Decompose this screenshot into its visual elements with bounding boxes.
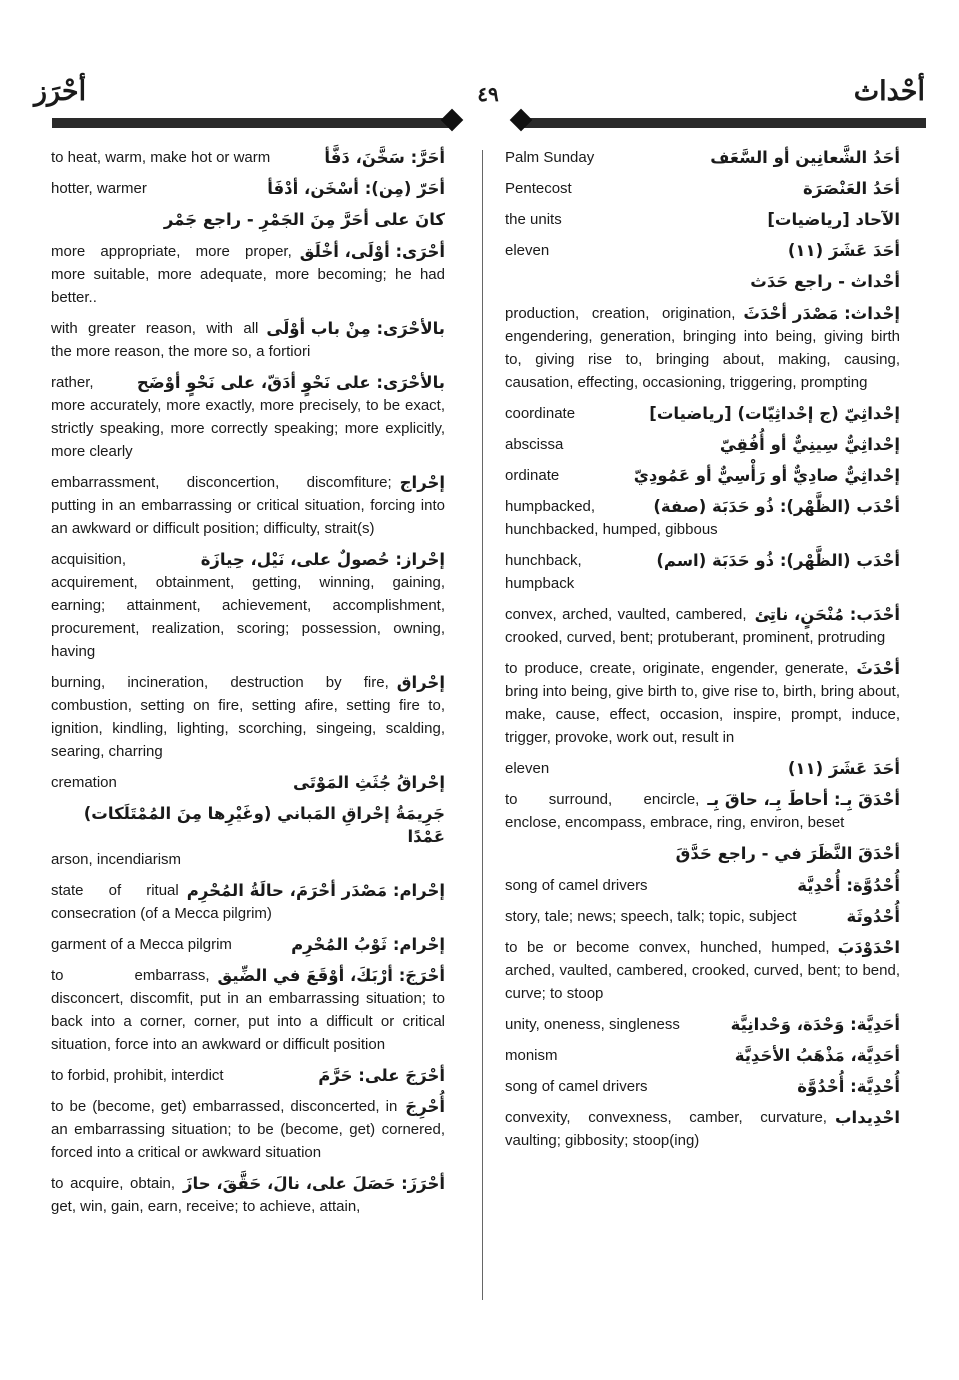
page-number: ٤٩ bbox=[477, 82, 499, 106]
dictionary-entry bbox=[505, 208, 900, 231]
english-definition: Pentecost bbox=[505, 180, 572, 197]
dictionary-entry bbox=[505, 842, 900, 866]
arabic-headword: احْدِيداب bbox=[834, 1108, 900, 1127]
english-definition: coordinate bbox=[505, 405, 576, 422]
arabic-headword: احْدَوْدَبَ bbox=[837, 938, 900, 957]
english-definition: production, creation, origination, engendering, generation, bringing into being, giving birth to, giving rise to, bringing about, making, causing, causation, effecting, occasioning, triggering, prompting bbox=[505, 305, 900, 391]
dictionary-entry bbox=[505, 270, 900, 294]
arabic-cross-reference: كانَ على أحَرَّ مِنَ الجَمْرِ - راجع جَمْر bbox=[163, 210, 445, 229]
english-definition: to be (become, get) embarrassed, disconcerted, in an embarrassing situation; to be (become, get) cornered, forced into a critical or awkward situation bbox=[51, 1098, 445, 1161]
dictionary-entry bbox=[505, 788, 900, 834]
arabic-headword: أحْدَب: مُنْحَنٍ، ناتِئ bbox=[754, 605, 900, 624]
dictionary-entry bbox=[505, 1075, 900, 1098]
english-definition: hotter, warmer bbox=[51, 180, 147, 197]
right-column bbox=[505, 146, 900, 1160]
dictionary-entry bbox=[505, 874, 900, 897]
arabic-headword: أحَدِيَّة: وَحْدَة، وَحْدانِيَّة bbox=[730, 1015, 900, 1034]
arabic-headword: بالأحْرَى: مِنْ باب أوْلَى bbox=[266, 319, 445, 338]
arabic-headword: إحْراج bbox=[399, 473, 445, 492]
dictionary-entry bbox=[51, 964, 445, 1056]
arabic-headword: إحْرام: ثَوْبُ المُحْرِم bbox=[291, 935, 445, 954]
dictionary-entry bbox=[51, 1064, 445, 1087]
dictionary-entry bbox=[505, 549, 900, 595]
arabic-headword: إحْداثِيّ (ج إحْداثِيّات) [رياضيات] bbox=[649, 404, 900, 423]
dictionary-entry bbox=[505, 1013, 900, 1036]
arabic-headword: أحَدُ الشَّعانِين أو السَّعَف bbox=[710, 148, 900, 167]
arabic-cross-reference: أحْداث - راجع حَدَث bbox=[750, 272, 900, 291]
header-rule-right bbox=[524, 118, 926, 128]
dictionary-entry bbox=[505, 146, 900, 169]
english-definition: burning, incineration, destruction by fire, combustion, setting on fire, setting afire, setting fire to, ignition, kindling, lighting, scorching, singeing, scalding, searing, charring bbox=[51, 674, 445, 760]
english-definition: cremation bbox=[51, 774, 117, 791]
dictionary-entry bbox=[505, 757, 900, 780]
english-definition: to surround, encircle, enclose, encompass, embrace, ring, environ, beset bbox=[505, 791, 845, 831]
dictionary-entry bbox=[505, 1044, 900, 1067]
dictionary-entry bbox=[505, 657, 900, 749]
column-divider bbox=[482, 150, 483, 1300]
english-definition: garment of a Mecca pilgrim bbox=[51, 936, 232, 953]
english-definition: embarrassment, disconcertion, discomfiture; putting in an embarrassing or critical situation, forcing into an awkward or difficult position; difficulty, strait(s) bbox=[51, 474, 445, 537]
arabic-headword: إحْداثِيٌّ صادِيٌّ أو رَأْسِيٌّ أو عَمُودِيّ bbox=[633, 466, 900, 485]
dictionary-entry bbox=[51, 771, 445, 794]
arabic-headword: إحْراقُ جُثَثِ المَوْتَى bbox=[293, 773, 445, 792]
arabic-headword: الآحاد [رياضيات] bbox=[767, 210, 900, 229]
dictionary-entry bbox=[51, 371, 445, 463]
arabic-headword: أحْدَب (الظَّهْر): ذُو حَدَبَة (اسم) bbox=[656, 551, 900, 570]
dictionary-entry bbox=[51, 933, 445, 956]
dictionary-entry bbox=[51, 1172, 445, 1218]
english-definition: rather, more accurately, more exactly, more precisely, to be exact, strictly speaking, more correctly speaking; more explicitly, more clearly bbox=[51, 374, 445, 460]
english-definition: to heat, warm, make hot or warm bbox=[51, 149, 271, 166]
dictionary-entry bbox=[505, 402, 900, 425]
arabic-headword: إحْرام: مَصْدَر أحْرَمَ، حالَةُ المُحْرِم bbox=[186, 881, 445, 900]
header-rule-left bbox=[52, 118, 450, 128]
english-definition: unity, oneness, singleness bbox=[505, 1016, 680, 1033]
english-definition: acquisition, acquirement, obtainment, getting, winning, gaining, earning; attainment, achievement, accomplishment, procurement, realization, scoring; possession, owning, having bbox=[51, 551, 445, 660]
dictionary-entry bbox=[51, 671, 445, 763]
english-definition: with greater reason, with all the more reason, the more so, a fortiori bbox=[51, 320, 311, 360]
arabic-headword: إحْراق bbox=[396, 673, 445, 692]
english-definition: song of camel drivers bbox=[505, 877, 648, 894]
arabic-headword: أحَرّ (مِن): أسْخَن، أدْفَأ bbox=[267, 179, 445, 198]
english-definition: Palm Sunday bbox=[505, 149, 595, 166]
dictionary-entry bbox=[505, 936, 900, 1005]
header-right-guide-word: أحْداث bbox=[853, 76, 925, 107]
dictionary-entry bbox=[51, 240, 445, 309]
dictionary-entry bbox=[51, 802, 445, 871]
dictionary-entry bbox=[505, 464, 900, 487]
arabic-headword: أحَدُ العَنْصَرَة bbox=[803, 179, 900, 198]
english-definition: to forbid, prohibit, interdict bbox=[51, 1067, 224, 1084]
english-definition: to acquire, obtain, get, win, gain, earn, receive; to achieve, attain, bbox=[51, 1175, 361, 1215]
dictionary-entry bbox=[51, 146, 445, 169]
english-definition: to embarrass, disconcert, discomfit, put in an embarrassing situation; to back into a corner, corner, put into a difficult or critical situation, force into an awkward or difficult position bbox=[51, 967, 445, 1053]
arabic-headword: أحَدَ عَشَرَ (١١) bbox=[787, 759, 900, 778]
arabic-headword: أحْرَى: أوْلَى، أخْلَق bbox=[299, 242, 445, 261]
english-definition: eleven bbox=[505, 760, 550, 777]
dictionary-entry bbox=[51, 177, 445, 200]
english-definition: the units bbox=[505, 211, 562, 228]
english-definition: more appropriate, more proper, more suitable, more adequate, more becoming; he had better.. bbox=[51, 243, 445, 306]
english-definition: story, tale; news; speech, talk; topic, subject bbox=[505, 908, 797, 925]
dictionary-entry bbox=[51, 208, 445, 232]
left-column bbox=[51, 146, 445, 1226]
arabic-headword: أُحْرِجَ bbox=[405, 1097, 445, 1116]
dictionary-entry bbox=[51, 471, 445, 540]
arabic-headword: أحْدَب (الظَّهْر): ذُو حَدَبَة (صفة) bbox=[653, 497, 900, 516]
dictionary-entry bbox=[51, 879, 445, 925]
english-definition: state of ritual consecration (of a Mecca pilgrim) bbox=[51, 882, 272, 922]
english-definition: to produce, create, originate, engender, generate, bring into being, give birth to, give rise to, birth, bring about, make, cause, effect, occasion, inspire, prompt, induce, trigger, provoke, work out, result in bbox=[505, 660, 900, 746]
dictionary-entry bbox=[505, 177, 900, 200]
arabic-headword: إحْراز: حُصولٌ على، نَيْل، حِيازَة bbox=[200, 550, 445, 569]
arabic-headword: أحَدِيَّة، مَذْهَبُ الأحَدِيَّة bbox=[734, 1046, 900, 1065]
arabic-headword: إحْداثِيٌّ سِينِيٌّ أو أُفُقِيّ bbox=[719, 435, 900, 454]
english-definition: hunchback, humpback bbox=[505, 552, 582, 592]
english-definition: humpbacked, hunchbacked, humped, gibbous bbox=[505, 498, 718, 538]
dictionary-entry bbox=[51, 1095, 445, 1164]
arabic-headword: أحْرَجَ: أرْبَكَ، أوْقَعَ في الضِّيق bbox=[217, 966, 445, 985]
arabic-headword: أُحْدُوثَة bbox=[846, 907, 900, 926]
arabic-headword: أحْدَقَ بِـ: أحاطَ بِـ، حاقَ بِـ bbox=[707, 790, 900, 809]
arabic-headword: أحَدَ عَشَرَ (١١) bbox=[787, 241, 900, 260]
dictionary-entry bbox=[505, 603, 900, 649]
english-definition: to be or become convex, hunched, humped, arched, vaulted, cambered, crooked, curved, bent; to bend, curve; to stoop bbox=[505, 939, 900, 1002]
arabic-headword: جَرِيمَةُ إحْراقِ المَباني (وغَيْرِها مِنَ المُمْتَلَكات) عَمْدًا bbox=[83, 804, 445, 846]
english-definition: convex, arched, vaulted, cambered, crooked, curved, bent; protuberant, prominent, protruding bbox=[505, 606, 886, 646]
dictionary-entry bbox=[505, 302, 900, 394]
arabic-headword: أحَرَّ: سَخَّنَ، دَفَّأ bbox=[324, 148, 445, 167]
arabic-headword: أُحْدُوَّة: أُحْدِيَّة bbox=[797, 876, 900, 895]
header-left-guide-word: أحْرَز bbox=[34, 76, 87, 107]
arabic-headword: بالأحْرَى: على نَحْوٍ أدَقّ، على نَحْوٍ أوْضَح bbox=[136, 373, 445, 392]
dictionary-entry bbox=[505, 905, 900, 928]
arabic-headword: أُحْدِيَّة: أُحْدُوَّة bbox=[797, 1077, 900, 1096]
english-definition: abscissa bbox=[505, 436, 564, 453]
dictionary-entry bbox=[505, 239, 900, 262]
dictionary-entry bbox=[51, 317, 445, 363]
english-definition: convexity, convexness, camber, curvature, vaulting; gibbosity; stoop(ing) bbox=[505, 1109, 827, 1149]
english-definition: song of camel drivers bbox=[505, 1078, 648, 1095]
english-definition: arson, incendiarism bbox=[51, 851, 182, 868]
arabic-cross-reference: أحْدَقَ النَّظَرَ في - راجع حَدَّقَ bbox=[675, 844, 900, 863]
english-definition: ordinate bbox=[505, 467, 560, 484]
dictionary-entry bbox=[505, 1106, 900, 1152]
dictionary-entry bbox=[505, 433, 900, 456]
english-definition: monism bbox=[505, 1047, 558, 1064]
arabic-headword: أحْدَثَ bbox=[856, 659, 900, 678]
arabic-headword: أحْرَزَ: حَصَلَ على، نالَ، حَقَّقَ، حازَ bbox=[183, 1174, 445, 1193]
dictionary-entry bbox=[51, 548, 445, 663]
arabic-headword: إحْداث: مَصْدَر أحْدَثَ bbox=[743, 304, 900, 323]
english-definition: eleven bbox=[505, 242, 550, 259]
dictionary-entry bbox=[505, 495, 900, 541]
arabic-headword: أحْرَجَ على: حَرَّمَ bbox=[318, 1066, 445, 1085]
